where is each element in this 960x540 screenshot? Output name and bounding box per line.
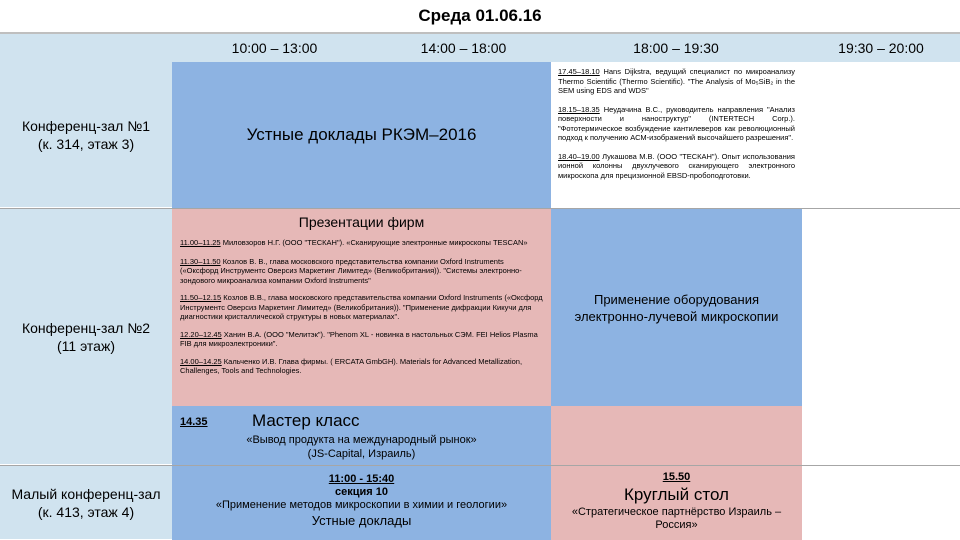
talk-time: 18.40–19.00 xyxy=(558,151,600,161)
room-label-hall-2 xyxy=(0,209,172,465)
presentation-time: 11.30–11.50 xyxy=(180,256,221,266)
presentation-item xyxy=(180,293,543,322)
page-title: Среда 01.06.16 xyxy=(0,0,960,34)
room-label-small-hall xyxy=(0,466,172,540)
presentation-text: Миловзоров Н.Г. (ООО "ТЕСКАН"). «Сканирующие электронные микроскопы TESCAN» xyxy=(220,238,528,247)
hall3-section xyxy=(172,466,551,540)
talk-text: Лукашова М.В. (ООО "ТЕСКАН"). Опыт использования ионной колонны двухлучевого сканирующего электронного микроскопа для прецизионной EBSD-пробоподготовки. xyxy=(558,151,795,180)
talk-time: 17.45–18.10 xyxy=(558,67,600,76)
presentation-time: 12.20–12.45 xyxy=(180,329,222,339)
masterclass-title: Мастер класс xyxy=(252,411,360,430)
hall1-oral-reports: Устные доклады РКЭМ–2016 xyxy=(172,62,551,208)
masterclass-details xyxy=(172,433,551,461)
presentation-item xyxy=(180,357,543,376)
time-slot-3: 18:00 – 19:30 xyxy=(633,40,719,56)
hall2-company-presentations xyxy=(172,209,551,406)
section-type: Устные доклады xyxy=(311,513,412,528)
presentation-text: Ханин В.А. (ООО "Мелитэк"). "Phenom XL - новинка в настольных СЭМ. FEI Helios Plasma FIB для микроэлектроники". xyxy=(180,329,538,348)
talk-text: Hans Dijkstra, ведущий специалист по микроанализу Thermo Scientific (Thermo Scientific). "The Analysis of Mo₅SiB₂ in the SEM using EDS and WDS" xyxy=(558,67,795,95)
talk-text: Неудачина В.С., руководитель направления "Анализ поверхности и наноструктур" (INTERTECH Corp.). "Фототермическое возбуждение кантилеверов как революционный подход к получению АСМ-изображений высочайшего разрешения". xyxy=(558,104,795,142)
room-label-hall-1 xyxy=(0,62,172,208)
presentation-item xyxy=(180,238,543,248)
room-name: Малый конференц-зал xyxy=(11,485,161,502)
round-table-topic: «Стратегическое партнёрство Израиль – Россия» xyxy=(571,506,782,531)
hall3-round-table xyxy=(551,466,802,540)
presentation-text: Кальченко И.В. Глава фирмы. ( ERCATA GmbGH). Materials for Advanced Metallization, Challenges, Tools and Technologies. xyxy=(180,356,523,375)
room-name: Конференц-зал №1 xyxy=(21,117,151,134)
masterclass-time: 14.35 xyxy=(180,416,208,428)
room-detail: (к. 413, этаж 4) xyxy=(37,503,135,520)
time-slot-4: 19:30 – 20:00 xyxy=(838,40,924,56)
section-time: 11:00 - 15:40 xyxy=(328,473,395,485)
room-detail: (11 этаж) xyxy=(57,337,115,354)
hall2-evening-session: Применение оборудования электронно-лучевой микроскопии xyxy=(551,209,802,406)
presentation-item xyxy=(180,330,543,349)
talk-item xyxy=(558,152,795,181)
hall2-masterclass xyxy=(172,406,551,465)
room-detail: (к. 314, этаж 3) xyxy=(37,135,135,152)
talk-time: 18.15–18.35 xyxy=(558,104,600,114)
hall2-evening-empty xyxy=(551,406,802,465)
section-name: секция 10 xyxy=(335,486,388,498)
presentation-time: 11.50–12.15 xyxy=(180,293,222,302)
time-slot-1: 10:00 – 13:00 xyxy=(231,40,318,56)
hall1-evening-talks xyxy=(551,62,802,208)
round-table-title: Круглый стол xyxy=(624,485,729,504)
presentation-time: 11.00–11.25 xyxy=(180,238,221,247)
masterclass-org: (JS-Capital, Израиль) xyxy=(307,448,416,460)
section-topic: «Применение методов микроскопии в химии и геологии» xyxy=(215,499,508,511)
time-header-row xyxy=(0,34,960,62)
presentation-text: Козлов В.В., глава московского представительства компании Oxford Instruments («Оксфорд Инструментс Оверсиз Маркетинг Лимитед» (Великобритания)). "Применение дифракции Кикучи для диагностики кристаллической структуры в новых материалах". xyxy=(180,293,543,321)
presentation-text: Козлов В. В., глава московского представительства компании Oxford Instruments («Оксфорд Инструментс Оверсиз Маркетинг Лимитед» (Великобритания)). "Системы электронно-зондового микроанализа компании Oxford Instruments" xyxy=(180,256,522,285)
presentations-title: Презентации фирм xyxy=(298,214,425,230)
time-slot-2: 14:00 – 18:00 xyxy=(420,40,507,56)
talk-item xyxy=(558,105,795,143)
presentation-time: 14.00–14.25 xyxy=(180,356,222,366)
room-name: Конференц-зал №2 xyxy=(21,319,151,336)
presentation-item xyxy=(180,257,543,286)
masterclass-subtitle: «Вывод продукта на международный рынок» xyxy=(246,434,477,446)
talk-item xyxy=(558,67,795,96)
round-table-time: 15.50 xyxy=(662,471,691,483)
